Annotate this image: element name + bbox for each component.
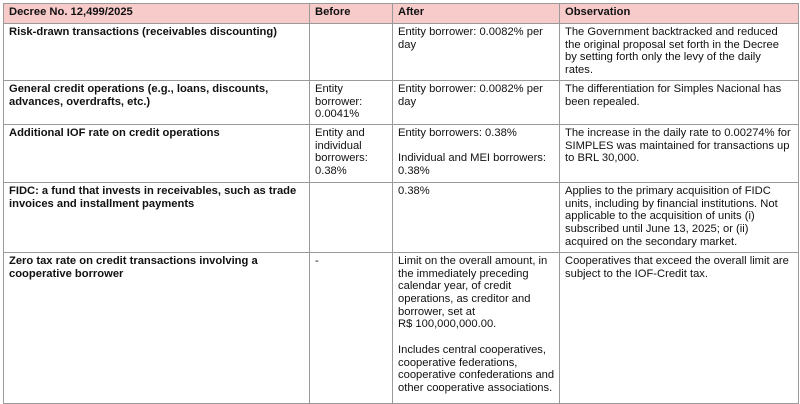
row-after-cell [393,24,560,81]
row-before: Entity and individual borrowers: 0.38% [315,126,368,178]
row-before-cell [310,252,393,403]
row-topic: FIDC: a fund that invests in receivables, such as trade invoices and installment payments [9,184,297,210]
row-observation-cell [560,80,799,124]
row-topic: General credit operations (e.g., loans, discounts, advances, overdrafts, etc.) [9,82,269,108]
row-after-cell [393,182,560,252]
table-body [4,24,799,404]
table-row [4,182,799,252]
row-before-cell [310,24,393,81]
table-header [4,4,799,24]
table-row [4,252,799,403]
row-after-cell [393,252,560,403]
header-before: Before [310,4,393,24]
row-observation: The increase in the daily rate to 0.00274% for SIMPLES was maintained for transactions up to BRL 30,000. [565,126,791,165]
row-topic-cell [4,182,310,252]
row-after: Entity borrower: 0.0082% per day [398,26,543,51]
row-before-cell [310,124,393,182]
row-observation-cell [560,124,799,182]
row-after: Limit on the overall amount, in the immediately preceding calendar year, of credit operations, as creditor and borrower, set at R$ 100,000,000.00. Includes central cooperatives, cooperative federations, cooperative confederations and other cooperative associations. [398,254,555,394]
row-after: Entity borrowers: 0.38% Individual and MEI borrowers: 0.38% [398,126,546,178]
table-row [4,24,799,81]
header-observation: Observation [560,4,799,24]
row-observation-cell [560,24,799,81]
row-after: 0.38% [398,184,430,197]
row-observation: Applies to the primary acquisition of FIDC units, including by financial institutions. Not applicable to the acquisition of units (i) subscribed until June 13, 2025; or (ii) acquired on the secondary market. [565,184,778,248]
row-topic-cell [4,24,310,81]
decree-comparison-table [3,3,799,404]
row-observation-cell [560,182,799,252]
row-observation: The differentiation for Simples Nacional has been repealed. [565,82,782,108]
row-topic-cell [4,124,310,182]
row-before: - [315,254,319,267]
row-before: Entity borrower: 0.0041% [315,82,363,121]
row-topic-cell [4,252,310,403]
header-row [4,4,799,24]
table-row [4,124,799,182]
row-topic: Zero tax rate on credit transactions involving a cooperative borrower [9,254,258,280]
header-decree: Decree No. 12,499/2025 [4,4,310,24]
row-after-cell [393,80,560,124]
row-topic-cell [4,80,310,124]
row-after-cell [393,124,560,182]
header-after: After [393,4,560,24]
row-after: Entity borrower: 0.0082% per day [398,82,543,108]
row-observation: The Government backtracked and reduced the original proposal set forth in the Decree by setting forth only the levy of the daily rates. [565,26,779,77]
table-row [4,80,799,124]
row-topic: Additional IOF rate on credit operations [9,126,220,139]
row-observation: Cooperatives that exceed the overall limit are subject to the IOF-Credit tax. [565,254,789,280]
row-topic: Risk-drawn transactions (receivables discounting) [9,26,277,38]
row-before-cell [310,80,393,124]
row-observation-cell [560,252,799,403]
row-before-cell [310,182,393,252]
